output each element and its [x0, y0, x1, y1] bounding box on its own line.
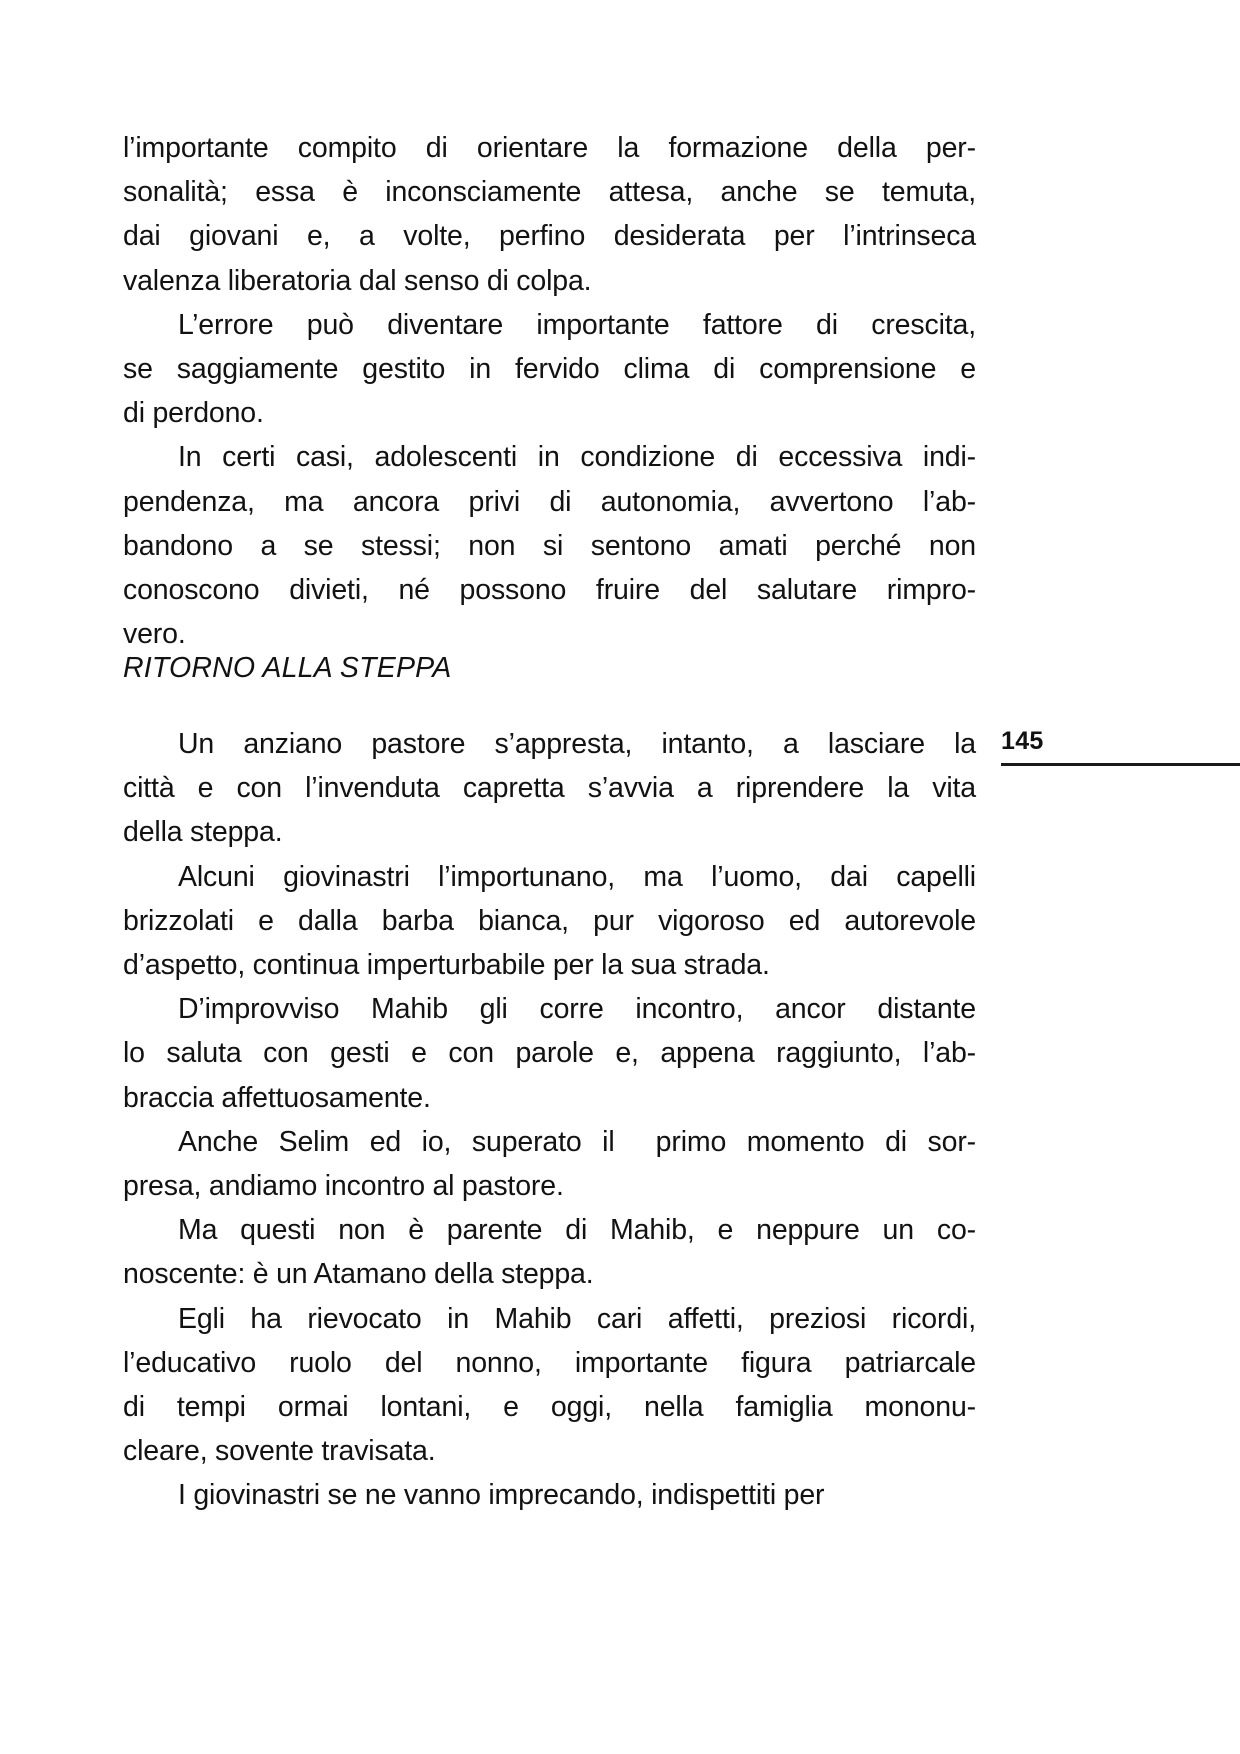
paragraph-para-certi-casi: [123, 435, 976, 656]
text-line: della steppa.: [123, 816, 283, 849]
text-line: l’educativo ruolo del nonno, importante figura patriarcale: [123, 1346, 976, 1379]
text-line: Anche Selim ed io, superato il primo momento di sor-: [178, 1125, 976, 1158]
text-line: conoscono divieti, né possono fruire del salutare rimpro-: [123, 574, 976, 607]
text-line: cleare, sovente travisata.: [123, 1435, 436, 1468]
text-line: Egli ha rievocato in Mahib cari affetti, preziosi ricordi,: [178, 1302, 976, 1335]
page-number: 145: [1001, 727, 1044, 755]
text-line: noscente: è un Atamano della steppa.: [123, 1258, 594, 1291]
paragraph-para-giovinastri: [123, 855, 976, 988]
paragraph-para-mahib: [123, 987, 976, 1120]
text-line: se saggiamente gestito in fervido clima di comprensione e: [123, 353, 976, 386]
text-line: valenza liberatoria dal senso di colpa.: [123, 264, 592, 297]
paragraph-para-imprecando: [123, 1473, 976, 1517]
text-line: pendenza, ma ancora privi di autonomia, avvertono l’ab-: [123, 485, 976, 518]
text-line: sonalità; essa è inconsciamente attesa, anche se temuta,: [123, 176, 976, 209]
text-line: braccia affettuosamente.: [123, 1081, 431, 1114]
paragraph-para-parente: [123, 1208, 976, 1296]
text-line: presa, andiamo incontro al pastore.: [123, 1170, 564, 1203]
text-line: In certi casi, adolescenti in condizione di eccessiva indi-: [178, 441, 976, 474]
text-line: D’improvviso Mahib gli corre incontro, ancor distante: [178, 993, 976, 1026]
text-line: città e con l’invenduta capretta s’avvia a riprendere la vita: [123, 772, 976, 805]
text-line: di perdono.: [123, 397, 264, 430]
text-line: brizzolati e dalla barba bianca, pur vigoroso ed autorevole: [123, 904, 976, 937]
text-line: di tempi ormai lontani, e oggi, nella famiglia mononu-: [123, 1391, 976, 1424]
text-line: d’aspetto, continua imperturbabile per la sua strada.: [123, 949, 770, 982]
body-text-block-lower: [123, 722, 976, 1518]
text-line: l’importante compito di orientare la formazione della per-: [123, 132, 976, 164]
paragraph-para-importante: [123, 126, 976, 303]
paragraph-para-errore: [123, 303, 976, 436]
folio: [1001, 726, 1240, 756]
paragraph-para-rievocato: [123, 1297, 976, 1474]
paragraph-para-pastore: [123, 722, 976, 855]
text-line: I giovinastri se ne vanno imprecando, indispettiti per: [178, 1479, 825, 1512]
text-line: L’errore può diventare importante fattore di crescita,: [178, 308, 976, 341]
text-line: lo saluta con gesti e con parole e, appena raggiunto, l’ab-: [123, 1037, 976, 1070]
body-text-block-upper: [123, 126, 976, 656]
section-heading: RITORNO ALLA STEPPA: [123, 652, 452, 684]
text-line: dai giovani e, a volte, perfino desiderata per l’intrinseca: [123, 220, 976, 253]
text-line: Alcuni giovinastri l’importunano, ma l’uomo, dai capelli: [178, 860, 976, 893]
folio-rule: [1001, 763, 1240, 766]
text-line: Ma questi non è parente di Mahib, e neppure un co-: [178, 1214, 976, 1247]
text-line: Un anziano pastore s’appresta, intanto, a lasciare la: [178, 728, 976, 760]
paragraph-para-selim: [123, 1120, 976, 1208]
text-line: vero.: [123, 618, 186, 651]
text-line: bandono a se stessi; non si sentono amati perché non: [123, 529, 976, 562]
